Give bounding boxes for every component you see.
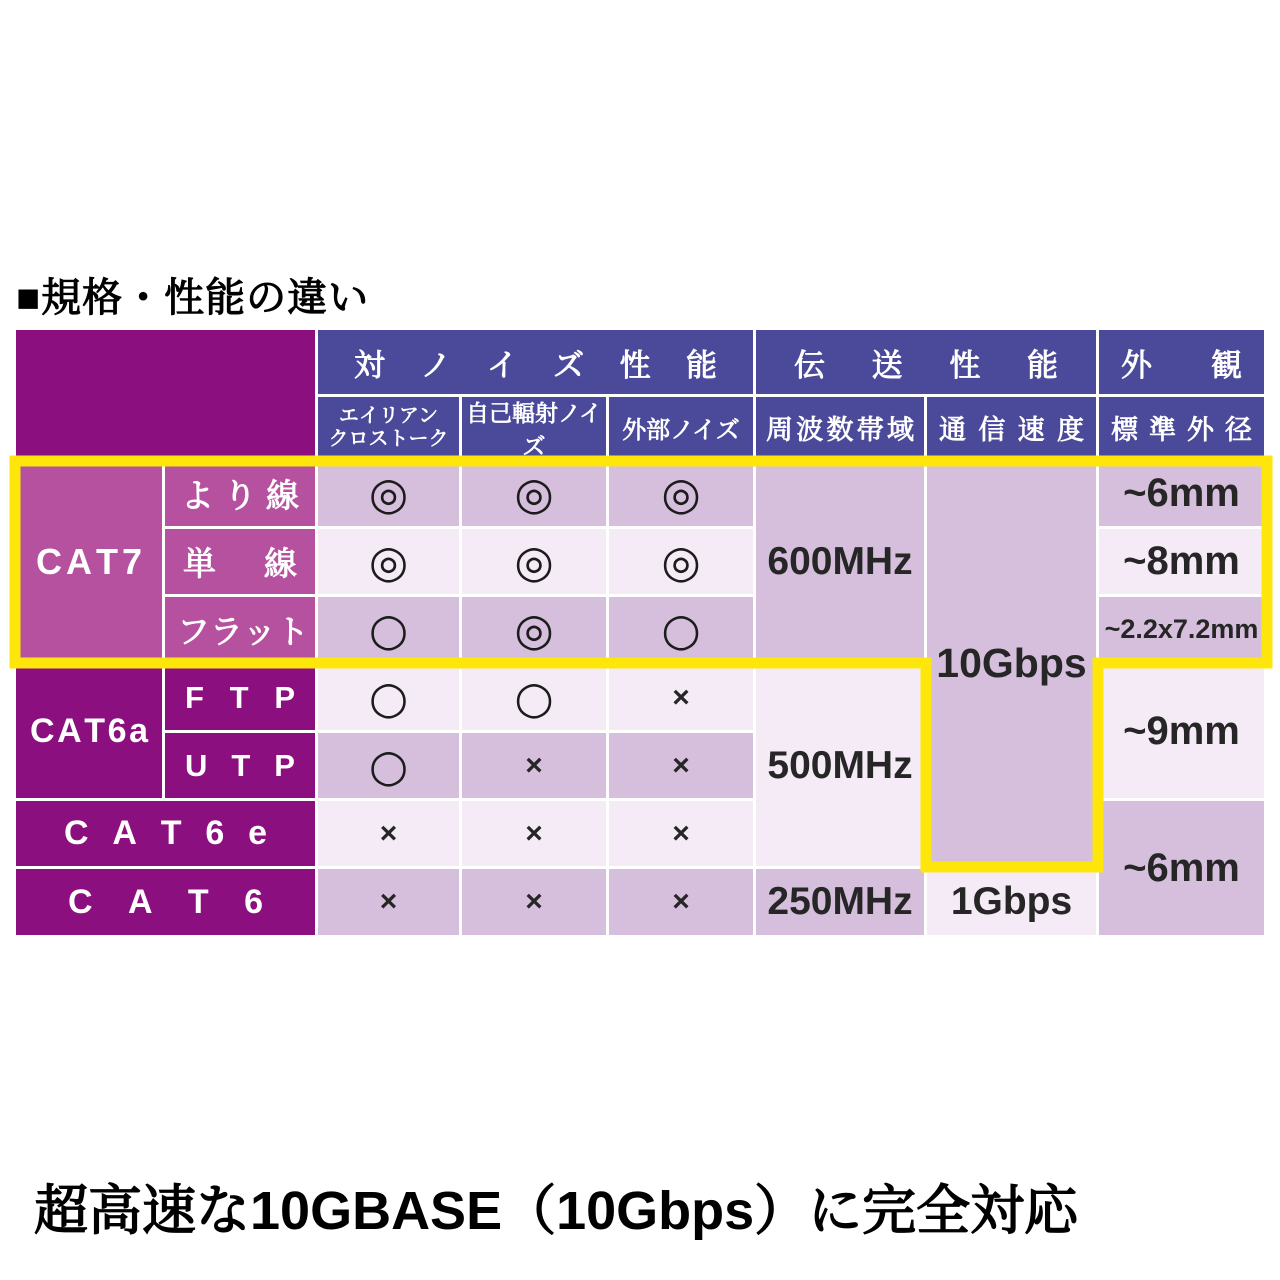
- mark-tansen-external: ◎: [609, 529, 753, 594]
- rowlabel-tansen: 単 線: [165, 529, 315, 594]
- mark-yorisen-alien: ◎: [318, 461, 459, 526]
- spec-comparison-table: [16, 330, 1264, 935]
- mark-flat-alien: ○: [318, 597, 459, 662]
- category-cat6a: C A T 6 a: [16, 665, 162, 798]
- mark-ftp-self: ○: [462, 665, 606, 730]
- value-dia-6mm-cat7: ~6mm: [1099, 461, 1264, 526]
- value-speed-1gbps: 1Gbps: [927, 869, 1096, 935]
- subheader-frequency: 周 波 数 帯 域: [756, 397, 924, 458]
- value-speed-10gbps: 10Gbps: [927, 461, 1096, 866]
- rowlabel-flat: フ ラ ッ ト: [165, 597, 315, 662]
- mark-yorisen-external: ◎: [609, 461, 753, 526]
- value-freq-600mhz: 600MHz: [756, 461, 924, 662]
- mark-ftp-alien: ○: [318, 665, 459, 730]
- mark-tansen-self: ◎: [462, 529, 606, 594]
- group-header-noise: 対 ノ イ ズ 性 能: [318, 330, 753, 394]
- value-freq-500mhz: 500MHz: [756, 665, 924, 866]
- rowlabel-utp: U T P: [165, 733, 315, 798]
- category-cat7: C A T 7: [16, 461, 162, 662]
- mark-flat-external: ○: [609, 597, 753, 662]
- mark-utp-self: ×: [462, 733, 606, 798]
- category-cat6: C A T 6: [16, 869, 315, 935]
- mark-cat6-external: ×: [609, 869, 753, 935]
- subheader-external-noise: 外部ノイズ: [609, 397, 753, 458]
- page-title: ■規格・性能の違い: [16, 276, 370, 320]
- mark-cat6e-alien: ×: [318, 801, 459, 866]
- mark-cat6e-external: ×: [609, 801, 753, 866]
- subheader-speed: 通 信 速 度: [927, 397, 1096, 458]
- subheader-alien-line2: クロストーク: [328, 427, 449, 450]
- mark-ftp-external: ×: [609, 665, 753, 730]
- group-header-transmission: 伝 送 性 能: [756, 330, 1096, 394]
- mark-cat6-self: ×: [462, 869, 606, 935]
- mark-flat-self: ◎: [462, 597, 606, 662]
- mark-utp-external: ×: [609, 733, 753, 798]
- category-cat6e: C A T 6 e: [16, 801, 315, 866]
- subheader-diameter: 標 準 外 径: [1099, 397, 1264, 458]
- mark-utp-alien: ○: [318, 733, 459, 798]
- value-dia-6mm-cat6e: ~6mm: [1099, 801, 1264, 935]
- subheader-alien-line1: エイリアン: [338, 405, 439, 428]
- mark-tansen-alien: ◎: [318, 529, 459, 594]
- value-dia-9mm: ~9mm: [1099, 665, 1264, 798]
- group-header-appearance: 外 観: [1099, 330, 1264, 394]
- subheader-self-noise: 自己輻射ノイズ: [462, 397, 606, 458]
- value-dia-8mm: ~8mm: [1099, 529, 1264, 594]
- mark-cat6e-self: ×: [462, 801, 606, 866]
- subheader-alien-crosstalk: [318, 397, 459, 458]
- mark-yorisen-self: ◎: [462, 461, 606, 526]
- value-freq-250mhz: 250MHz: [756, 869, 924, 935]
- rowlabel-ftp: F T P: [165, 665, 315, 730]
- value-dia-flat: ~2.2x7.2mm: [1099, 597, 1264, 662]
- mark-cat6-alien: ×: [318, 869, 459, 935]
- header-corner-cell: [16, 330, 315, 458]
- rowlabel-yorisen: よ り 線: [165, 461, 315, 526]
- bottom-caption: 超高速な10GBASE（10Gbps）に完全対応: [34, 1181, 1079, 1241]
